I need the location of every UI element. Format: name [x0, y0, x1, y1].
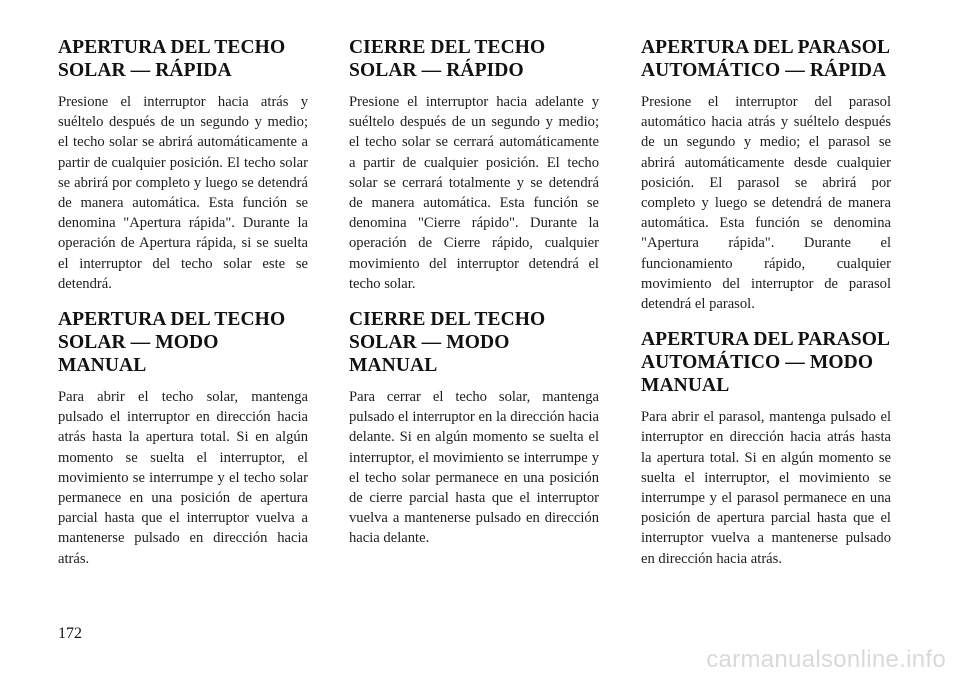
heading-line: APERTURA DEL PARASOL	[641, 37, 891, 58]
column-2	[349, 36, 599, 563]
section-heading	[641, 328, 891, 397]
section-heading	[58, 308, 308, 377]
heading-line: AUTOMÁTICO — MODO	[641, 352, 874, 374]
section-body: Para abrir el parasol, mantenga pulsado el interruptor en dirección hacia atrás hasta la apertura total. Si en algún momento se suelta el interruptor, el movimiento se interrumpe y el parasol permanece en una posición de apertura parcial hasta que el interruptor vuelva a mantenerse pulsado en dirección hacia atrás.	[641, 409, 891, 567]
section-heading	[349, 308, 599, 377]
column-1	[58, 36, 308, 583]
section-body: Para abrir el techo solar, mantenga pulsado el interruptor en dirección hacia atrás hasta la apertura total. Si en algún momento se suelta el interruptor, el movimiento se interrumpe y el techo solar permanece en una posición de apertura parcial hasta que el interruptor vuelva a mantenerse pulsado en dirección hacia atrás.	[58, 389, 308, 567]
section-body: Presione el interruptor del parasol automático hacia atrás y suéltelo después de un segundo y medio; el parasol se abrirá automáticamente desde cualquier posición. El parasol se abrirá por completo y luego se detendrá de manera automática. Esta función se denomina "Apertura rápida". Durante el funcionamiento rápido, cualquier movimiento del interruptor de parasol detendrá el parasol.	[641, 94, 891, 313]
section-body: Presione el interruptor hacia adelante y suéltelo después de un segundo y medio; el techo solar se cerrará automáticamente a partir de cualquier posición. El techo solar se cerrará totalmente y se detendrá de manera automática. Esta función se denomina "Cierre rápido". Durante la operación de Cierre rápido, cualquier movimiento del interruptor detendrá el techo solar.	[349, 94, 599, 292]
section-heading	[349, 36, 599, 82]
heading-line: SOLAR — MODO MANUAL	[58, 332, 219, 377]
watermark: carmanualsonline.info	[706, 646, 946, 673]
heading-line: CIERRE DEL TECHO	[349, 37, 546, 58]
heading-line: AUTOMÁTICO — RÁPIDA	[641, 60, 887, 81]
heading-line: APERTURA DEL TECHO	[58, 37, 286, 58]
heading-line: SOLAR — RÁPIDO	[349, 60, 524, 81]
section-sunroof-express-open	[58, 36, 308, 294]
heading-line: SOLAR — MODO MANUAL	[349, 332, 510, 377]
section-sunroof-express-close	[349, 36, 599, 294]
heading-line: APERTURA DEL TECHO	[58, 309, 286, 331]
section-heading	[641, 36, 891, 82]
heading-line: MANUAL	[641, 375, 730, 397]
section-sunshade-express-open	[641, 36, 891, 314]
section-body: Presione el interruptor hacia atrás y suéltelo después de un segundo y medio; el techo solar se abrirá automáticamente a partir de cualquier posición. El techo solar se abrirá por completo y luego se detendrá de manera automática. Esta función se denomina "Apertura rápida". Durante la operación de Apertura rápida, si se suelta el interruptor del techo solar este se detendrá.	[58, 94, 308, 292]
section-sunroof-manual-close	[349, 308, 599, 549]
heading-line: CIERRE DEL TECHO	[349, 309, 546, 331]
heading-line: SOLAR — RÁPIDA	[58, 60, 232, 81]
section-sunshade-manual-open	[641, 328, 891, 569]
section-body: Para cerrar el techo solar, mantenga pulsado el interruptor en la dirección hacia delante. Si en algún momento se suelta el interruptor, el movimiento se interrumpe y el techo solar permanece en una posición de cierre parcial hasta que el interruptor vuelva a mantenerse pulsado en dirección hacia delante.	[349, 389, 599, 547]
heading-line: APERTURA DEL PARASOL	[641, 329, 891, 351]
section-sunroof-manual-open	[58, 308, 308, 569]
section-heading	[58, 36, 308, 82]
column-3	[641, 36, 891, 583]
page-number: 172	[58, 625, 82, 642]
